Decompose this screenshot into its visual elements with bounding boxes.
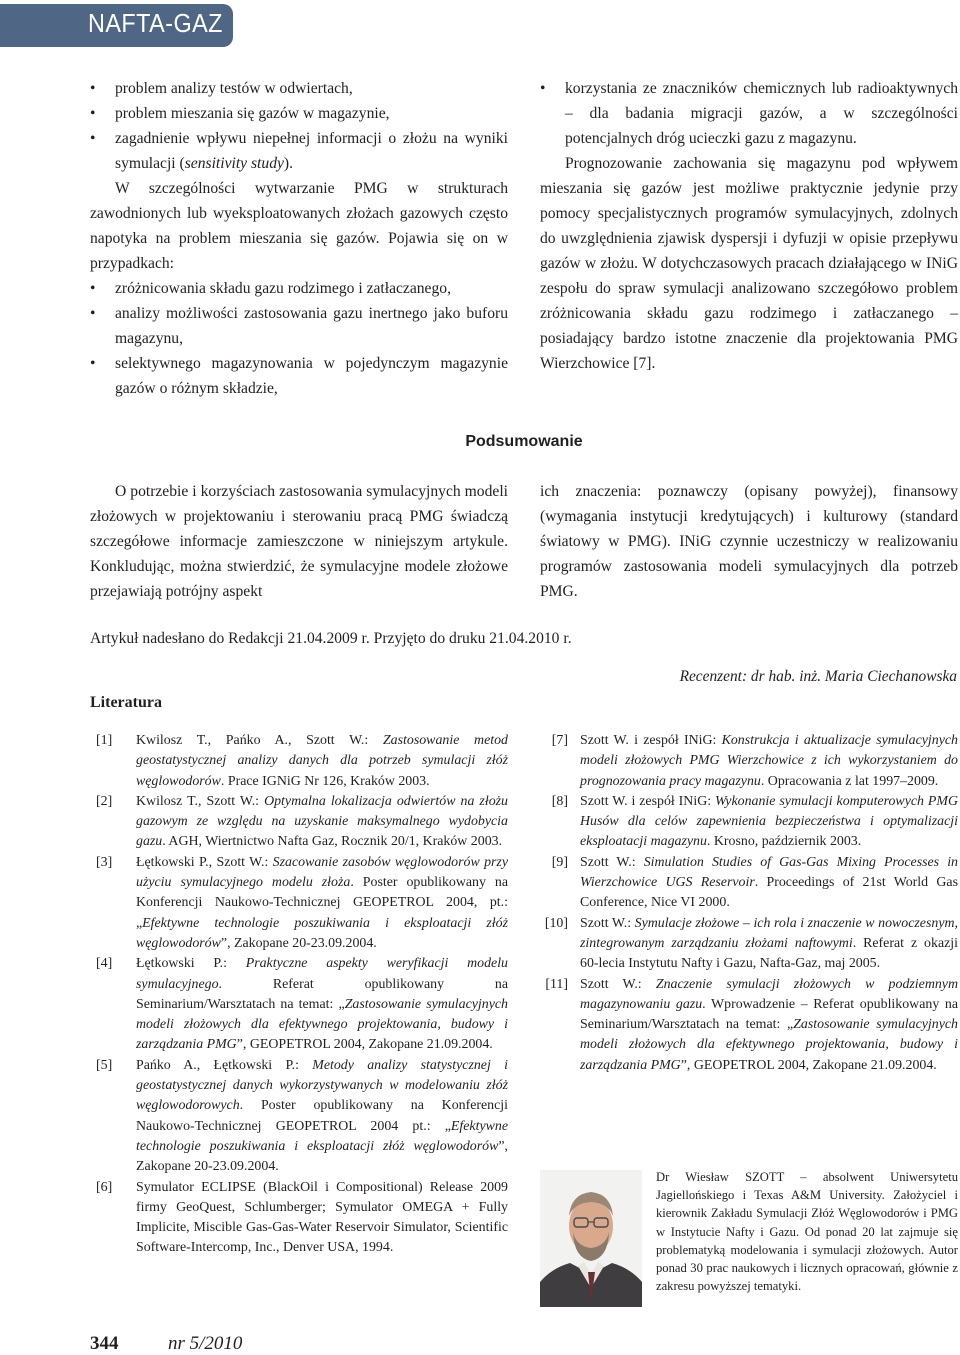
reference-item: [8] Szott W. i zespół INiG: Wykonanie symulacji komputerowych PMG Husów dla celów zapewnienia bezpieczeństwa i optymalizacji eksploatacji magazynu. Krosno, październik 2003. — [536, 792, 958, 853]
references-left — [96, 731, 508, 1259]
list-item: • analizy możliwości zastosowania gazu inertnego jako buforu magazynu, — [90, 301, 508, 351]
reference-number: [10] — [544, 915, 568, 931]
list-item: • problem mieszania się gazów w magazynie, — [90, 101, 508, 126]
reference-item: [2] Kwilosz T., Szott W.: Optymalna lokalizacja odwiertów na złożu gazowym ze względu na uzyskanie maksymalnego wydobycia gazu. AGH, Wiertnictwo Nafta Gaz, Rocznik 20/1, Kraków 2003. — [96, 793, 508, 850]
list-item: • zagadnienie wpływu niepełnej informacji o złożu na wyniki symulacji (sensitivity study). — [90, 126, 508, 176]
paragraph: W szczególności wytwarzanie PMG w strukturach zawodnionych lub wyeksploatowanych złożach gazowych często napotyka na problem mieszania się gazów. Pojawia się on w przypadkach: — [90, 180, 508, 272]
paragraph: ich znaczenia: poznawczy (opisany powyżej), finansowy (wymagania instytucji kredytujących) i kulturowy (standard światowy w PMG). INiG czynnie uczestniczy w realizowaniu programów zastosowania modeli symulacyjnych dla potrzeb PMG. — [540, 483, 958, 600]
reviewer-note: Recenzent: dr hab. inż. Maria Ciechanowska — [679, 668, 957, 685]
reference-number: [11] — [545, 976, 568, 992]
page-number: 344 — [90, 1333, 119, 1354]
reference-item: [5] Pańko A., Łętkowski P.: Metody analizy statystycznej i geostatystycznej danych wykorzystywanych w modelowaniu złóż węglowodorowych. Poster opublikowany na Konferencji Naukowo-Technicznej GEOPETROL 2004 pt.: „Efektywne technologie poszukiwania i eksploatacji złóż węglowodorów”, Zakopane 20-23.09.2004. — [96, 1057, 508, 1175]
right-column-top — [540, 76, 958, 376]
literature-title: Literatura — [90, 694, 162, 711]
reference-item: [1] Kwilosz T., Pańko A., Szott W.: Zastosowanie metod geostatystycznej analizy danych dla potrzeb symulacji złóż węglowodorów. Prace IGNiG Nr 126, Kraków 2003. — [96, 733, 508, 789]
reference-item: [6] Symulator ECLIPSE (BlackOil i Compositional) Release 2009 firmy GeoQuest, Schlumberger; Symulator OMEGA + Fully Implicite, Miscible Gas-Gas-Water Reservoir Simulator, Scientific Software-Intercomp, Inc., Denver USA, 1994. — [96, 1179, 508, 1256]
reference-item: [3] Łętkowski P., Szott W.: Szacowanie zasobów węglowodorów przy użyciu symulacyjnego modelu złoża. Poster opublikowany na Konferencji Naukowo-Technicznej GEOPETROL 2004, pt.: „Efektywne technologie poszukiwania i eksploatacji złóż węglowodorów”, Zakopane 20-23.09.2004. — [96, 854, 508, 951]
references-right — [536, 731, 958, 1076]
reference-number: [8] — [551, 793, 568, 809]
list-item: • zróżnicowania składu gazu rodzimego i zatłaczanego, — [90, 276, 508, 301]
issue-label: nr 5/2010 — [168, 1333, 243, 1354]
author-portrait-icon — [540, 1170, 642, 1307]
reference-item: [11] Szott W.: Znaczenie symulacji złożowych w podziemnym magazynowaniu gazu. Wprowadzenie – Referat opublikowany na Seminarium/Warsztatach na temat: „Zastosowanie symulacyjnych modeli złożowych dla efektywnego projektowania, budowy i zarządzania PMG”, GEOPETROL 2004, Zakopane 21.09.2004. — [536, 975, 958, 1076]
reference-number: [5] — [96, 1057, 113, 1073]
list-item: • korzystania ze znaczników chemicznych lub radioaktywnych – dla badania migracji gazów, a w szczególności potencjalnych dróg ucieczki gazu z magazynu. — [540, 76, 958, 151]
list-item: • selektywnego magazynowania w pojedynczym magazynie gazów o różnym składzie, — [90, 351, 508, 401]
reference-number: [1] — [96, 733, 113, 748]
reference-item: [4] Łętkowski P.: Praktyczne aspekty weryfikacji modelu symulacyjnego. Referat opublikowany na Seminarium/Warsztatach na temat: „Zastosowanie symulacyjnych modeli złożowych dla efektywnego projektowania, budowy i zarządzania PMG”, GEOPETROL 2004, Zakopane 21.09.2004. — [96, 956, 509, 1053]
author-bio: Dr Wiesław SZOTT – absolwent Uniwersytetu Jagiellońskiego i Texas A&M University. Założyciel i kierownik Zakładu Symulacji Złóż Węglowodorów i PMG w Instytucie Nafty i Gazu. Od ponad 20 lat zajmuje się problematyką modelowania i symulacji złożowych. Autor ponad 30 prac naukowych i licznych opracowań, głównie z zakresu powyższej tematyki. — [656, 1170, 958, 1294]
reference-number: [7] — [551, 733, 568, 748]
reference-item: [10] Szott W.: Symulacje złożowe – ich rola i znaczenie w nowoczesnym, zintegrowanym zarządzaniu złożami naftowymi. Referat z okazji 60-lecia Instytutu Nafty i Gazu, Nafta-Gaz, maj 2005. — [536, 914, 958, 975]
reference-number: [4] — [96, 956, 113, 972]
paragraph: O potrzebie i korzyściach zastosowania symulacyjnych modeli złożowych w projektowaniu i sterowaniu pracą PMG świadczą szczegółowe informacje zamieszczone w niniejszym artykule. Konkludując, można stwierdzić, że symulacyjne modele złożowe przejawiają potrójny aspekt — [90, 483, 508, 600]
reference-item: [9] Szott W.: Simulation Studies of Gas-Gas Mixing Processes in Wierzchowice UGS Reservoir. Proceedings of 21st World Gas Conference, Nice VI 2000. — [536, 853, 958, 914]
summary-left-column — [90, 479, 508, 604]
received-note: Artykuł nadesłano do Redakcji 21.04.2009 r. Przyjęto do druku 21.04.2010 r. — [90, 630, 572, 647]
reference-number: [6] — [96, 1179, 113, 1195]
section-title: Podsumowanie — [465, 433, 583, 450]
summary-right-column — [540, 479, 958, 604]
author-photo — [540, 1170, 642, 1307]
reference-number: [2] — [96, 793, 113, 809]
left-column-top — [90, 76, 508, 401]
reference-item: [7] Szott W. i zespół INiG: Konstrukcja i aktualizacje symulacyjnych modeli złożowych PMG Wierzchowice z ich wykorzystaniem do prognozowania pracy magazynu. Opracowania z lat 1997–2009. — [536, 731, 958, 792]
paragraph: Prognozowanie zachowania się magazynu pod wpływem mieszania się gazów jest możliwe praktycznie jedynie przy pomocy specjalistycznych programów symulacyjnych, zdolnych do uwzględnienia zjawisk dyspersji i dyfuzji w opisie przepływu gazów w złożu. W dotychczasowych pracach działającego w INiG zespołu do spraw symulacji analizowano szczegółowo problem zróżnicowania składu gazu rodzimego i zatłaczanego – posiadający bardzo istotne znaczenie dla projektowania PMG Wierzchowice [7]. — [540, 155, 958, 372]
journal-title: NAFTA-GAZ — [88, 8, 223, 38]
reference-number: [3] — [96, 854, 113, 870]
list-item: • problem analizy testów w odwiertach, — [90, 76, 508, 101]
reference-number: [9] — [551, 854, 568, 870]
